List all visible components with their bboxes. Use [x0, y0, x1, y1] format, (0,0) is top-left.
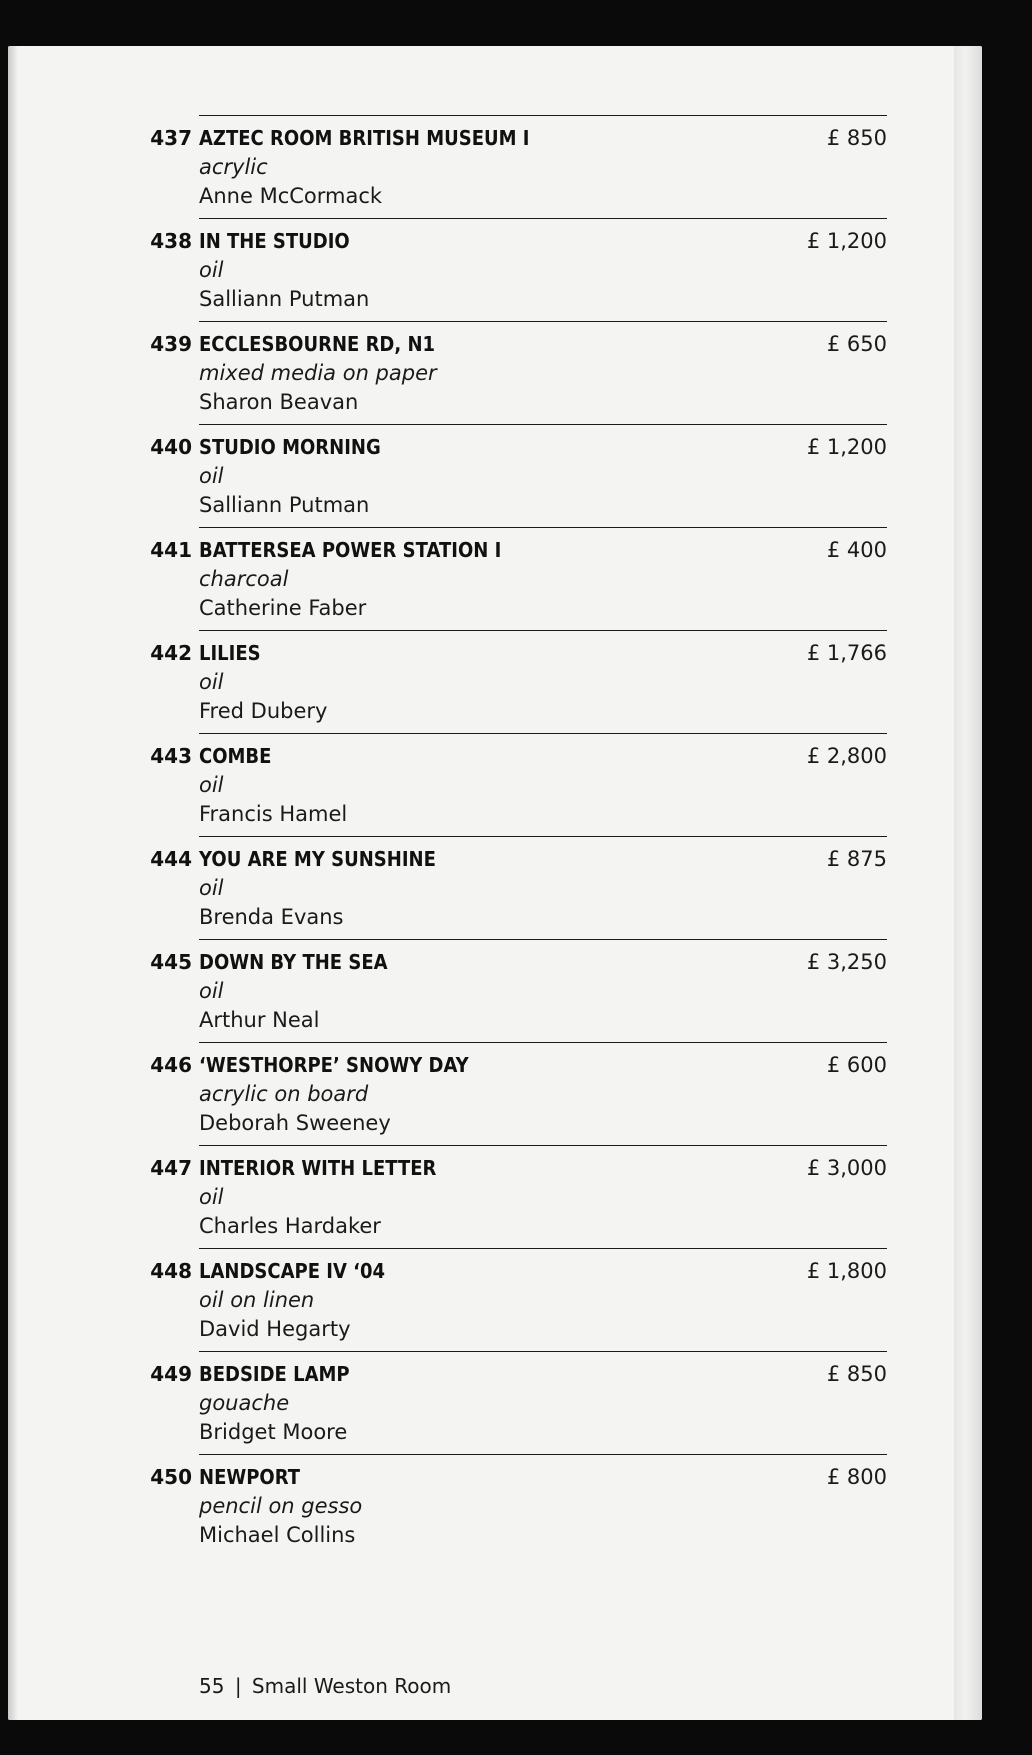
catalogue-page [8, 46, 982, 1720]
entry-medium: acrylic on board [199, 1082, 369, 1106]
entry-medium: oil [199, 670, 224, 694]
entry-number: 450 [150, 1465, 192, 1489]
section-name: Small Weston Room [251, 1674, 452, 1698]
entry-price: £ 650 [826, 332, 887, 356]
entry-artist: Salliann Putman [199, 493, 370, 517]
entry-number: 439 [150, 332, 192, 356]
entry-artist: Arthur Neal [199, 1008, 320, 1032]
entry-number: 445 [150, 950, 192, 974]
entry-number: 438 [150, 229, 192, 253]
entry-price: £ 850 [826, 126, 887, 150]
entry-artist: Fred Dubery [199, 699, 328, 723]
entry-title: LANDSCAPE IV ‘04 [199, 1259, 386, 1283]
entry-artist: Francis Hamel [199, 802, 348, 826]
page-number: 55 [199, 1674, 225, 1698]
catalogue-entry [8, 218, 982, 321]
page-footer [199, 1674, 451, 1698]
catalogue-entry [8, 424, 982, 527]
entry-artist: David Hegarty [199, 1317, 351, 1341]
catalogue-entry [8, 630, 982, 733]
entry-title: ‘WESTHORPE’ SNOWY DAY [199, 1053, 469, 1077]
entry-title: IN THE STUDIO [199, 229, 350, 253]
entry-divider [199, 939, 887, 940]
entry-price: £ 850 [826, 1362, 887, 1386]
entry-number: 443 [150, 744, 192, 768]
entry-title: BEDSIDE LAMP [199, 1362, 350, 1386]
catalogue-entry [8, 733, 982, 836]
entry-medium: oil [199, 464, 224, 488]
catalogue-entry [8, 1248, 982, 1351]
entry-title: YOU ARE MY SUNSHINE [199, 847, 436, 871]
entry-medium: mixed media on paper [199, 361, 437, 385]
entry-artist: Michael Collins [199, 1523, 356, 1547]
entry-price: £ 800 [826, 1465, 887, 1489]
entry-title: INTERIOR WITH LETTER [199, 1156, 437, 1180]
catalogue-entry [8, 1042, 982, 1145]
entry-divider [199, 115, 887, 116]
footer-separator: | [234, 1674, 242, 1698]
entry-medium: oil [199, 979, 224, 1003]
catalogue-entry [8, 836, 982, 939]
entry-number: 437 [150, 126, 192, 150]
entry-divider [199, 527, 887, 528]
entry-divider [199, 630, 887, 631]
entry-number: 444 [150, 847, 192, 871]
entry-title: BATTERSEA POWER STATION I [199, 538, 502, 562]
entry-artist: Bridget Moore [199, 1420, 348, 1444]
catalogue-entry [8, 321, 982, 424]
entry-divider [199, 218, 887, 219]
entry-title: COMBE [199, 744, 272, 768]
entry-artist: Salliann Putman [199, 287, 370, 311]
entry-artist: Charles Hardaker [199, 1214, 381, 1238]
entry-artist: Anne McCormack [199, 184, 383, 208]
catalogue-entry [8, 939, 982, 1042]
entry-artist: Deborah Sweeney [199, 1111, 391, 1135]
entry-number: 449 [150, 1362, 192, 1386]
entry-divider [199, 1248, 887, 1249]
catalogue-entry [8, 1454, 982, 1557]
entry-artist: Brenda Evans [199, 905, 344, 929]
entry-number: 448 [150, 1259, 192, 1283]
entry-divider [199, 1351, 887, 1352]
entry-medium: oil [199, 876, 224, 900]
entry-divider [199, 424, 887, 425]
entry-price: £ 1,800 [806, 1259, 887, 1283]
entry-title: STUDIO MORNING [199, 435, 381, 459]
catalogue-entry [8, 1351, 982, 1454]
entry-divider [199, 733, 887, 734]
entry-divider [199, 1042, 887, 1043]
entry-price: £ 2,800 [806, 744, 887, 768]
entry-divider [199, 1145, 887, 1146]
entry-price: £ 600 [826, 1053, 887, 1077]
entry-number: 442 [150, 641, 192, 665]
entry-divider [199, 836, 887, 837]
entry-number: 441 [150, 538, 192, 562]
entry-number: 446 [150, 1053, 192, 1077]
catalogue-list [8, 115, 982, 1557]
entry-medium: oil [199, 258, 224, 282]
entry-medium: pencil on gesso [199, 1494, 363, 1518]
entry-title: NEWPORT [199, 1465, 301, 1489]
entry-number: 447 [150, 1156, 192, 1180]
entry-price: £ 3,000 [806, 1156, 887, 1180]
entry-medium: gouache [199, 1391, 290, 1415]
entry-medium: oil [199, 1185, 224, 1209]
entry-medium: oil [199, 773, 224, 797]
catalogue-entry [8, 527, 982, 630]
entry-price: £ 400 [826, 538, 887, 562]
entry-divider [199, 1454, 887, 1455]
entry-title: DOWN BY THE SEA [199, 950, 388, 974]
entry-price: £ 3,250 [806, 950, 887, 974]
entry-divider [199, 321, 887, 322]
entry-title: AZTEC ROOM BRITISH MUSEUM I [199, 126, 530, 150]
entry-number: 440 [150, 435, 192, 459]
entry-price: £ 1,200 [806, 229, 887, 253]
entry-title: LILIES [199, 641, 261, 665]
entry-medium: acrylic [199, 155, 268, 179]
entry-price: £ 1,200 [806, 435, 887, 459]
entry-title: ECCLESBOURNE RD, N1 [199, 332, 436, 356]
entry-medium: charcoal [199, 567, 289, 591]
entry-price: £ 1,766 [806, 641, 887, 665]
entry-artist: Catherine Faber [199, 596, 367, 620]
entry-artist: Sharon Beavan [199, 390, 359, 414]
catalogue-entry [8, 115, 982, 218]
entry-medium: oil on linen [199, 1288, 315, 1312]
catalogue-entry [8, 1145, 982, 1248]
entry-price: £ 875 [826, 847, 887, 871]
